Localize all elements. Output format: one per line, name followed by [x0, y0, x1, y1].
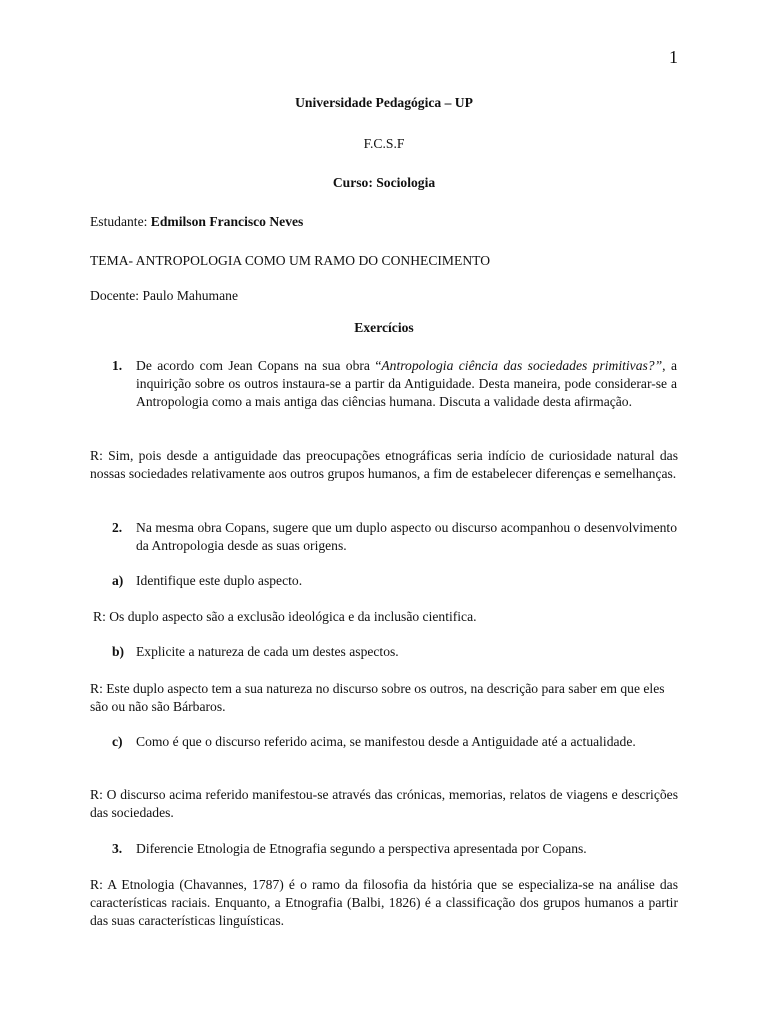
question-1-text-before: De acordo com Jean Copans na sua obra “ — [136, 358, 382, 373]
answer-2b: R: Este duplo aspecto tem a sua natureza no discurso sobre os outros, na descrição para saber em que eles são ou não são Bárbaros. — [90, 681, 665, 714]
question-1-number: 1. — [112, 358, 123, 373]
theme-line: TEMA- ANTROPOLOGIA COMO UM RAMO DO CONHECIMENTO — [90, 253, 491, 268]
answer-2a: R: Os duplo aspecto são a exclusão ideológica e da inclusão cientifica. — [93, 609, 477, 624]
student-name: Edmilson Francisco Neves — [150, 214, 304, 229]
question-2c-text: Como é que o discurso referido acima, se manifestou desde a Antiguidade até a actualidade. — [136, 734, 636, 749]
question-2a-label: a) — [112, 573, 124, 588]
question-2b-label: b) — [112, 644, 125, 659]
page-number: 1 — [669, 47, 678, 67]
question-1-book-title: Antropologia ciência das sociedades primitivas?” — [381, 358, 663, 373]
answer-2c: R: O discurso acima referido manifestou-se através das crónicas, memorias, relatos de viagens e descrições das sociedades. — [90, 787, 678, 820]
question-2a-text: Identifique este duplo aspecto. — [136, 573, 303, 588]
question-3-text: Diferencie Etnologia de Etnografia segundo a perspectiva apresentada por Copans. — [136, 841, 587, 856]
question-3-number: 3. — [112, 841, 123, 856]
question-1-text-after: , a inquirição sobre os outros instaura-se a partir da Antiguidade. Desta maneira, pode considerar-se a Antropologia como a mais antiga das ciências humana. Discuta a validade desta afirmação. — [136, 358, 677, 409]
student-line — [90, 213, 678, 231]
question-2c-label: c) — [112, 734, 123, 749]
answer-1: R: Sim, pois desde a antiguidade das preocupações etnográficas seria indício de curiosidade natural das nossas sociedades relativamente aos outros grupos humanos, a fim de estabelecer diferenças e semelhanças. — [90, 448, 678, 481]
course-title: Curso: Sociologia — [332, 175, 436, 190]
question-2-number: 2. — [112, 520, 123, 535]
section-title: Exercícios — [354, 320, 414, 335]
question-1-text — [136, 357, 677, 411]
faculty-title: F.C.S.F — [363, 136, 405, 151]
university-title: Universidade Pedagógica – UP — [295, 95, 473, 110]
question-2b-text: Explicite a natureza de cada um destes aspectos. — [136, 644, 399, 659]
teacher-line: Docente: Paulo Mahumane — [90, 288, 238, 303]
question-2-text: Na mesma obra Copans, sugere que um duplo aspecto ou discurso acompanhou o desenvolvimento da Antropologia desde as suas origens. — [136, 520, 677, 553]
student-label: Estudante: — [90, 214, 148, 229]
answer-3: R: A Etnologia (Chavannes, 1787) é o ramo da filosofia da história que se especializa-se na análise das características raciais. Enquanto, a Etnografia (Balbi, 1826) é a classificação dos grupos humanos a partir das suas características linguísticas. — [90, 877, 678, 928]
